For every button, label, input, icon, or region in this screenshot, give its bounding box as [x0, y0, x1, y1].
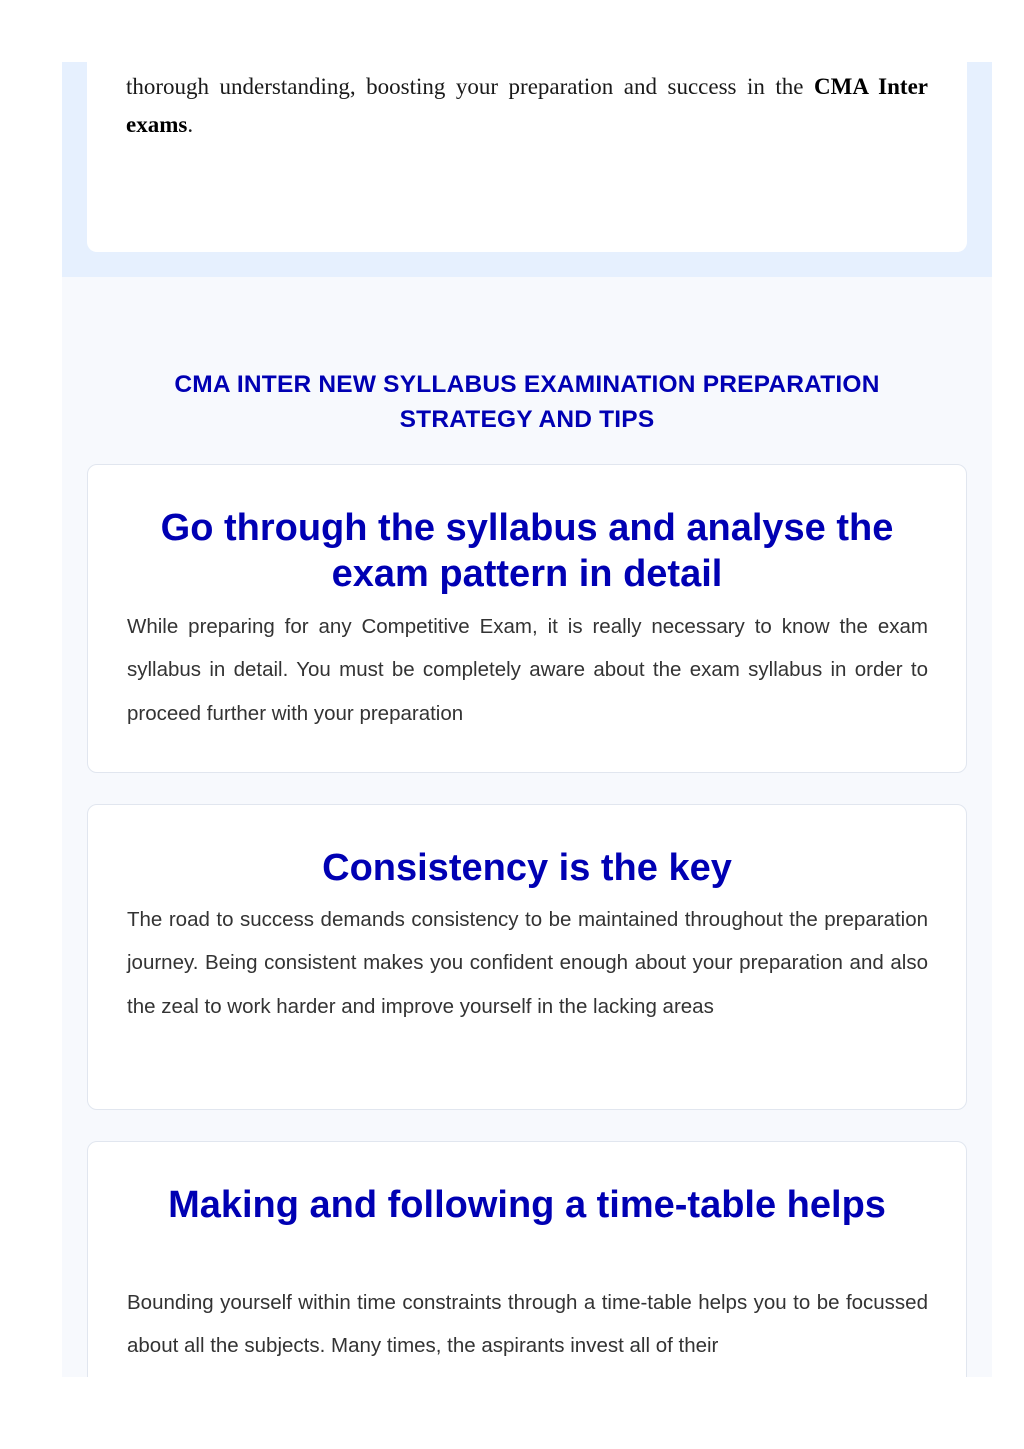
- intro-paragraph: [126, 68, 928, 144]
- intro-text: thorough understanding, boosting your preparation and success in the: [126, 74, 814, 99]
- intro-bold-text: CMA Inter exams: [126, 74, 928, 137]
- tip-card-timetable: [87, 1141, 967, 1377]
- tip-body: Bounding yourself within time constraints through a time-table helps you to be focussed about all the subjects. Many times, the aspirants invest all of their: [127, 1291, 928, 1358]
- tip-card-consistency: [87, 804, 967, 1110]
- tip-heading: Go through the syllabus and analyse the exam pattern in detail: [160, 507, 894, 595]
- tip-body: The road to success demands consistency to be maintained throughout the preparation journey. Being consistent makes you confident enough about your preparation and also the zeal to work harder and improve yourself in the lacking areas: [127, 908, 928, 1018]
- tip-heading: Making and following a time-table helps: [168, 1184, 886, 1226]
- intro-card: [87, 62, 967, 252]
- page-content: [62, 62, 992, 1377]
- intro-text-end: .: [187, 112, 194, 137]
- tips-section: [62, 277, 992, 1377]
- tip-heading: Consistency is the key: [322, 847, 732, 889]
- tip-card-syllabus: [87, 464, 967, 773]
- intro-band: [62, 62, 992, 277]
- tip-body: While preparing for any Competitive Exam, it is really necessary to know the exam syllabus in detail. You must be completely aware about the exam syllabus in order to proceed further with your preparation: [127, 615, 928, 725]
- section-title: CMA INTER NEW SYLLABUS EXAMINATION PREPARATION STRATEGY AND TIPS: [174, 371, 880, 433]
